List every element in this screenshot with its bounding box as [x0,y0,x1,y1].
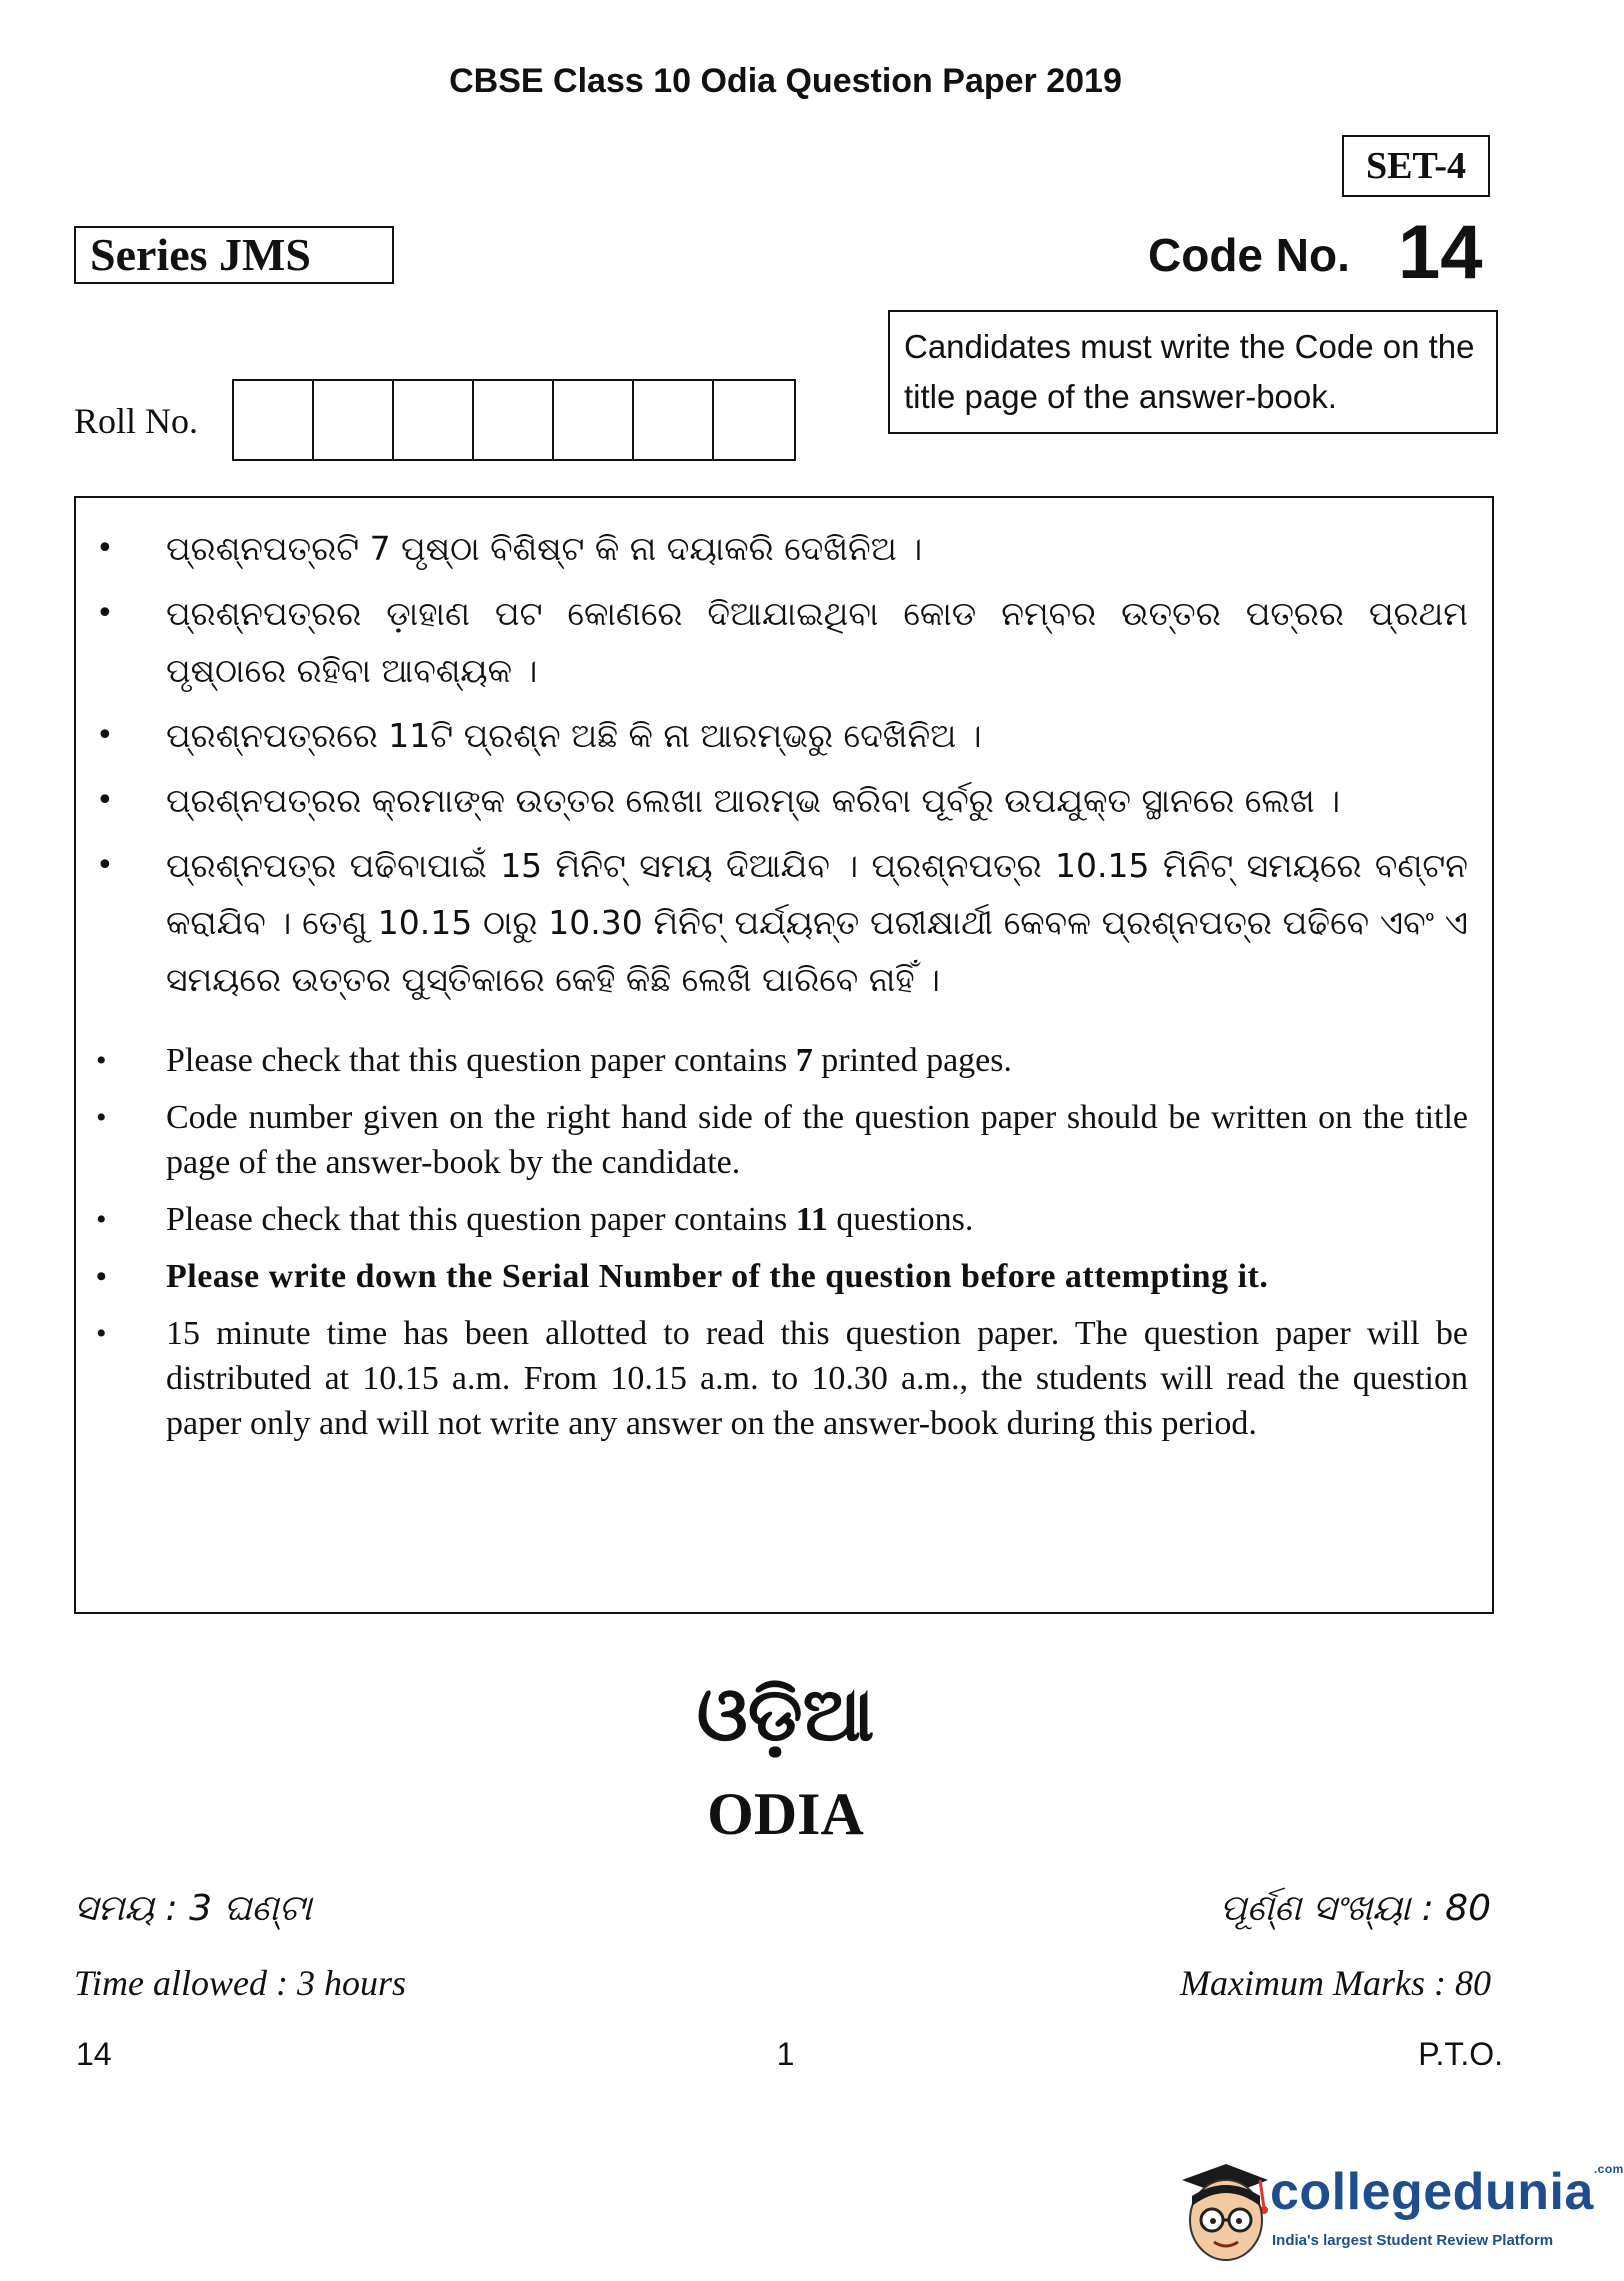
roll-number-boxes[interactable] [232,379,796,461]
instruction-item: • Code number given on the right hand side of the question paper should be written on the title page of the answer-book by the candidate. [76,1095,1468,1185]
code-label: Code No. [1148,229,1350,281]
time-allowed-english: Time allowed : 3 hours [74,1963,407,2003]
english-instructions [76,1038,1468,1446]
roll-box[interactable] [394,381,474,459]
instruction-item: • Please write down the Serial Number of the question before attempting it. [76,1254,1468,1299]
pto-label: P.T.O. [1418,2036,1503,2072]
mascot-icon [1182,2164,1268,2260]
maximum-marks-odia: ପୂର୍ଣ୍ଣ ସଂଖ୍ୟା : 80 [1219,1888,1491,1929]
roll-box[interactable] [634,381,714,459]
page-count: 7 [795,1042,813,1079]
question-count: 11 [795,1201,828,1238]
brand-tagline: India's largest Student Review Platform [1272,2232,1554,2249]
instruction-item: • 15 minute time has been allotted to read this question paper. The question paper will be distributed at 10.15 a.m. From 10.15 a.m. to 10.30 a.m., the students will read the question paper only and will not write any answer on the answer-book during this period. [76,1311,1468,1446]
instruction-text: questions. [827,1201,974,1238]
instruction-text: printed pages. [812,1042,1012,1079]
instruction-item: • ପ୍ରଶ୍ନପତ୍ର ପଢିବାପାଇଁ 15 ମିନିଟ୍ ସମୟ ଦିଆଯିବ । ପ୍ରଶ୍ନପତ୍ର 10.15 ମିନିଟ୍ ସମୟରେ ବଣ୍ଟନ କରାଯିବ । ତେଣୁ 10.15 ଠାରୁ 10.30 ମିନିଟ୍ ପର୍ଯ୍ୟନ୍ତ ପରୀକ୍ଷାର୍ଥୀ କେବଳ ପ୍ରଶ୍ନପତ୍ର ପଢିବେ ଏବଂ ଏ ସମୟରେ ଉତ୍ତର ପୁସ୍ତିକାରେ କେହି କିଛି ଲେଖି ପାରିବେ ନାହିଁ । [76,837,1468,1008]
instruction-item: • ପ୍ରଶ୍ନପତ୍ରର କ୍ରମାଙ୍କ ଉତ୍ତର ଲେଖା ଆରମ୍ଭ କରିବା ପୂର୍ବରୁ ଉପଯୁକ୍ତ ସ୍ଥାନରେ ଲେଖ । [76,772,1468,829]
footer-code: 14 [76,2036,112,2072]
roll-box[interactable] [554,381,634,459]
code-number: 14 [1398,210,1483,295]
candidate-note-box: Candidates must write the Code on the title page of the answer-book. [888,310,1498,434]
series-badge: Series JMS [74,226,394,284]
roll-box[interactable] [234,381,314,459]
instruction-item: • ପ୍ରଶ୍ନପତ୍ରର ଡ଼ାହାଣ ପଟ କୋଣରେ ଦିଆଯାଇଥିବା କୋଡ ନମ୍ବର ଉତ୍ତର ପତ୍ରର ପ୍ରଥମ ପୃଷ୍ଠାରେ ରହିବା ଆବଶ୍ୟକ । [76,585,1468,699]
roll-number-label: Roll No. [74,401,199,441]
instruction-item: • ପ୍ରଶ୍ନପତ୍ରରେ 11ଟି ପ୍ରଶ୍ନ ଅଛି କି ନା ଆରମ୍ଭରୁ ଦେଖିନିଅ । [76,707,1468,764]
roll-box[interactable] [314,381,394,459]
brand-name [1270,2162,1624,2222]
instruction-text: Please check that this question paper contains [166,1042,796,1079]
odia-instructions [76,520,1468,1008]
brand-suffix: .com [1593,2162,1624,2176]
subject-title-odia: ଓଡ଼ିଆ [696,1672,875,1758]
document-title: CBSE Class 10 Odia Question Paper 2019 [449,62,1122,100]
instruction-text: Please check that this question paper contains [166,1201,796,1238]
brand-name-text: collegedunia [1270,2163,1594,2221]
instruction-item [76,1197,1468,1242]
subject-title-english: ODIA [707,1781,864,1847]
page-number: 1 [776,2036,795,2072]
time-allowed-odia: ସମୟ : 3 ଘଣ୍ଟା [74,1888,312,1929]
roll-box[interactable] [714,381,794,459]
instructions-box [74,496,1494,1614]
roll-box[interactable] [474,381,554,459]
instruction-item [76,1038,1468,1083]
set-badge: SET-4 [1342,135,1490,197]
instruction-item: • ପ୍ରଶ୍ନପତ୍ରଟି 7 ପୃଷ୍ଠା ବିଶିଷ୍ଟ କି ନା ଦୟାକରି ଦେଖିନିଅ । [76,520,1468,577]
maximum-marks-english: Maximum Marks : 80 [1180,1963,1491,2003]
